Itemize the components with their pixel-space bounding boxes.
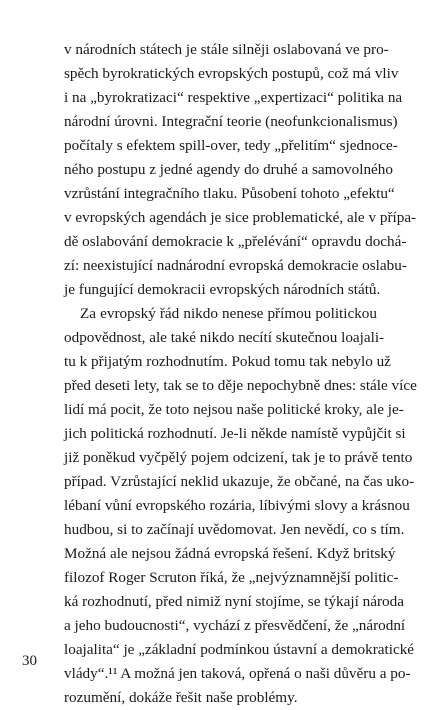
text-line: tu k přijatým rozhodnutím. Pokud tomu tak nebylo už [64, 353, 391, 370]
text-line: odpovědnost, ale také nikdo necítí skutečnou loajali- [64, 329, 385, 346]
text-line: je fungující demokracii evropských národních států. [64, 281, 381, 298]
text-line: lidí má pocit, že toto nejsou naše politické kroky, ale je- [64, 401, 404, 418]
text-line: Za evropský řád nikdo nenese přímou politickou [80, 305, 377, 322]
text-line: lébaní vůní evropského rozária, líbivými slovy a krásnou [64, 497, 410, 514]
text-line: ká rozhodnutí, před nimiž nyní stojíme, se týkají národa [64, 593, 404, 610]
text-line: počítaly s efektem spill-over, tedy „přelitím“ sjednoce- [64, 137, 398, 154]
text-line: národní úrovni. Integrační teorie (neofunkcionalismus) [64, 113, 398, 130]
text-line: Možná ale nejsou žádná evropská řešení. Když britský [64, 545, 396, 562]
body-text [64, 38, 417, 710]
text-line: jich politická rozhodnutí. Je-li někde namístě vypůjčit si [64, 425, 406, 442]
text-line: zí: neexistující nadnárodní evropská demokracie oslabu- [64, 257, 407, 274]
text-line: vlády“.¹¹ A možná jen taková, opřená o naši důvěru a po- [64, 665, 411, 682]
text-line: filozof Roger Scruton říká, že „nejvýznamnější politic- [64, 569, 399, 586]
page-number: 30 [22, 653, 37, 669]
text-line: vzrůstání integračního tlaku. Působení tohoto „efektu“ [64, 185, 395, 202]
text-line: před deseti lety, tak se to děje nepochybně dnes: stále více [64, 377, 417, 394]
paragraph [64, 302, 417, 710]
text-line: v národních státech je stále silněji oslabovaná ve pro- [64, 41, 389, 58]
text-line: i na „byrokratizaci“ respektive „expertizaci“ politika na [64, 89, 403, 106]
text-line: případ. Vzrůstající neklid ukazuje, že občané, na čas uko- [64, 473, 415, 490]
text-line: a jeho budoucnosti“, vychází z přesvědčení, že „národní [64, 617, 406, 634]
text-line: hudbou, si to začínají uvědomovat. Jen nevědí, co s tím. [64, 521, 405, 538]
text-line: loajalita“ je „základní podmínkou ústavní a demokratické [64, 641, 415, 658]
text-line: spěch byrokratických evropských postupů, což má vliv [64, 65, 399, 82]
text-line: dě oslabování demokracie k „přelévání“ opravdu dochá- [64, 233, 407, 250]
text-line: rozumění, dokáže řešit naše problémy. [64, 689, 298, 706]
text-line: již poněkud vyčpělý pojem odcizení, tak je to právě tento [64, 449, 413, 466]
paragraph [64, 38, 417, 302]
text-line: ného postupu z jedné agendy do druhé a samovolného [64, 161, 393, 178]
text-line: v evropských agendách je sice problematické, ale v přípa- [64, 209, 417, 226]
